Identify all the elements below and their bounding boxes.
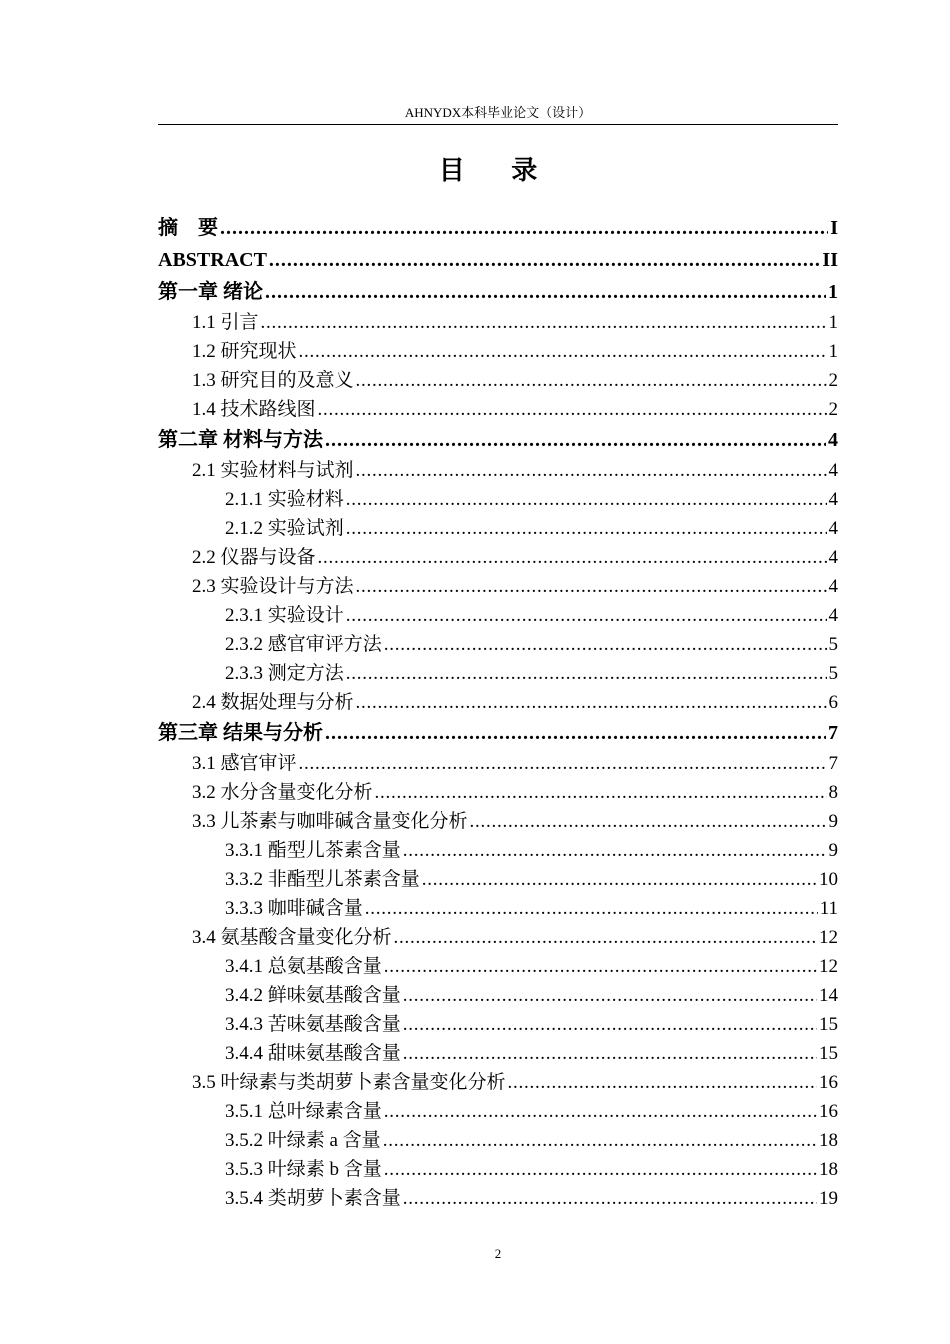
toc-entry[interactable] xyxy=(158,424,838,456)
toc-entry-label: 3.3.3 咖啡碱含量 xyxy=(225,898,363,919)
toc-entry-label: 1.2 研究现状 xyxy=(192,341,297,362)
toc-entry[interactable] xyxy=(158,981,838,1010)
toc-dot-leader xyxy=(422,865,817,894)
toc-entry[interactable] xyxy=(158,572,838,601)
toc-entry-label: 3.5 叶绿素与类胡萝卜素含量变化分析 xyxy=(192,1072,506,1093)
toc-entry[interactable] xyxy=(158,894,838,923)
toc-entry[interactable] xyxy=(158,543,838,572)
toc-entry-page-number: 4 xyxy=(828,518,838,539)
toc-entry-label: 3.3.2 非酯型儿茶素含量 xyxy=(225,869,420,890)
toc-dot-leader xyxy=(384,1155,817,1184)
toc-entry-label: 第三章 结果与分析 xyxy=(158,722,323,744)
toc-entry-label: 3.3 儿茶素与咖啡碱含量变化分析 xyxy=(192,811,468,832)
toc-entry-page-number: II xyxy=(822,249,838,271)
toc-entry[interactable] xyxy=(158,456,838,485)
toc-entry[interactable] xyxy=(158,688,838,717)
toc-entry-label: 3.4.3 苦味氨基酸含量 xyxy=(225,1014,401,1035)
toc-entry[interactable] xyxy=(158,485,838,514)
toc-dot-leader xyxy=(403,1184,817,1213)
toc-entry-page-number: 6 xyxy=(828,692,838,713)
toc-entry[interactable] xyxy=(158,514,838,543)
toc-dot-leader xyxy=(356,456,827,485)
toc-entry[interactable] xyxy=(158,337,838,366)
toc-entry-page-number: 18 xyxy=(819,1159,838,1180)
toc-dot-leader xyxy=(403,836,827,865)
toc-dot-leader xyxy=(470,807,827,836)
toc-entry-page-number: 19 xyxy=(819,1188,838,1209)
toc-entry-page-number: 7 xyxy=(828,722,838,744)
toc-entry-label: 2.3.3 测定方法 xyxy=(225,663,344,684)
header-rule xyxy=(158,124,838,125)
toc-dot-leader xyxy=(220,212,828,244)
toc-entry-label: 3.3.1 酯型儿茶素含量 xyxy=(225,840,401,861)
toc-entry-page-number: 5 xyxy=(828,663,838,684)
toc-entry-label: 1.4 技术路线图 xyxy=(192,399,316,420)
toc-entry-label: 3.4.2 鲜味氨基酸含量 xyxy=(225,985,401,1006)
toc-dot-leader xyxy=(318,395,827,424)
toc-entry-page-number: 7 xyxy=(828,753,838,774)
toc-dot-leader xyxy=(269,244,821,276)
toc-dot-leader xyxy=(299,337,827,366)
toc-dot-leader xyxy=(403,1010,817,1039)
toc-entry-page-number: 12 xyxy=(819,956,838,977)
toc-dot-leader xyxy=(508,1068,817,1097)
toc-entry-page-number: 16 xyxy=(819,1072,838,1093)
toc-entry[interactable] xyxy=(158,630,838,659)
toc-entry-page-number: 12 xyxy=(819,927,838,948)
toc-entry-label: 2.3 实验设计与方法 xyxy=(192,576,354,597)
toc-dot-leader xyxy=(403,981,817,1010)
toc-entry[interactable] xyxy=(158,1155,838,1184)
toc-entry-label: 第一章 绪论 xyxy=(158,281,263,303)
page-title: 目 录 xyxy=(438,156,558,185)
toc-entry[interactable] xyxy=(158,395,838,424)
toc-dot-leader xyxy=(346,514,827,543)
toc-dot-leader xyxy=(265,276,826,308)
toc-entry-page-number: 11 xyxy=(819,898,838,919)
toc-dot-leader xyxy=(346,601,827,630)
toc-entry-page-number: 4 xyxy=(828,460,838,481)
toc-entry-label: 3.4.1 总氨基酸含量 xyxy=(225,956,382,977)
table-of-contents xyxy=(158,212,838,1213)
toc-entry-label: 2.4 数据处理与分析 xyxy=(192,692,354,713)
toc-entry[interactable] xyxy=(158,1039,838,1068)
toc-entry-page-number: 4 xyxy=(828,489,838,510)
toc-entry[interactable] xyxy=(158,276,838,308)
page-number: 2 xyxy=(494,1246,502,1261)
toc-entry[interactable] xyxy=(158,1068,838,1097)
toc-entry-label: 1.1 引言 xyxy=(192,312,259,333)
toc-entry-page-number: 16 xyxy=(819,1101,838,1122)
toc-entry-label: 2.3.1 实验设计 xyxy=(225,605,344,626)
toc-dot-leader xyxy=(356,366,827,395)
toc-entry-label: 2.2 仪器与设备 xyxy=(192,547,316,568)
toc-entry[interactable] xyxy=(158,244,838,276)
toc-entry-page-number: 15 xyxy=(819,1014,838,1035)
toc-entry-page-number: 10 xyxy=(819,869,838,890)
toc-entry[interactable] xyxy=(158,601,838,630)
toc-entry-label: 2.3.2 感官审评方法 xyxy=(225,634,382,655)
toc-entry[interactable] xyxy=(158,807,838,836)
toc-entry-page-number: 1 xyxy=(828,312,838,333)
toc-dot-leader xyxy=(325,424,826,456)
toc-entry-page-number: 15 xyxy=(819,1043,838,1064)
toc-entry[interactable] xyxy=(158,952,838,981)
toc-entry-page-number: 4 xyxy=(828,547,838,568)
toc-entry-page-number: 14 xyxy=(819,985,838,1006)
toc-entry[interactable] xyxy=(158,308,838,337)
toc-entry-label: 3.2 水分含量变化分析 xyxy=(192,782,373,803)
toc-entry-label: 3.5.4 类胡萝卜素含量 xyxy=(225,1188,401,1209)
running-header: AHNYDX本科毕业论文（设计） xyxy=(404,105,592,120)
toc-entry-label: 2.1.2 实验试剂 xyxy=(225,518,344,539)
toc-dot-leader xyxy=(394,923,817,952)
toc-entry-label: 3.4 氨基酸含量变化分析 xyxy=(192,927,392,948)
toc-dot-leader xyxy=(356,572,827,601)
toc-entry-label: 第二章 材料与方法 xyxy=(158,429,323,451)
toc-entry-page-number: 4 xyxy=(828,605,838,626)
toc-entry-label: 2.1 实验材料与试剂 xyxy=(192,460,354,481)
toc-entry-label: 3.4.4 甜味氨基酸含量 xyxy=(225,1043,401,1064)
toc-entry[interactable] xyxy=(158,865,838,894)
toc-entry-label: 3.5.1 总叶绿素含量 xyxy=(225,1101,382,1122)
toc-entry-page-number: 1 xyxy=(828,281,838,303)
toc-entry[interactable] xyxy=(158,836,838,865)
toc-entry-page-number: 4 xyxy=(828,576,838,597)
toc-dot-leader xyxy=(375,778,827,807)
toc-entry-page-number: 18 xyxy=(819,1130,838,1151)
toc-dot-leader xyxy=(384,630,827,659)
toc-dot-leader xyxy=(261,308,827,337)
toc-entry-page-number: 1 xyxy=(828,341,838,362)
toc-dot-leader xyxy=(403,1039,817,1068)
toc-entry[interactable] xyxy=(158,749,838,778)
toc-entry[interactable] xyxy=(158,717,838,749)
toc-entry[interactable] xyxy=(158,1097,838,1126)
toc-entry-label: 3.5.3 叶绿素 b 含量 xyxy=(225,1159,382,1180)
toc-dot-leader xyxy=(299,749,827,778)
toc-entry[interactable] xyxy=(158,1184,838,1213)
toc-entry-page-number: 4 xyxy=(828,429,838,451)
toc-dot-leader xyxy=(384,1097,817,1126)
toc-entry[interactable] xyxy=(158,659,838,688)
toc-entry-label: 3.5.2 叶绿素 a 含量 xyxy=(225,1130,381,1151)
toc-entry[interactable] xyxy=(158,212,838,244)
toc-entry-label: 3.1 感官审评 xyxy=(192,753,297,774)
toc-entry[interactable] xyxy=(158,1010,838,1039)
toc-dot-leader xyxy=(383,1126,817,1155)
toc-entry-label: ABSTRACT xyxy=(158,249,267,271)
toc-entry[interactable] xyxy=(158,366,838,395)
toc-entry[interactable] xyxy=(158,778,838,807)
toc-dot-leader xyxy=(346,659,827,688)
toc-entry[interactable] xyxy=(158,923,838,952)
toc-entry-label: 2.1.1 实验材料 xyxy=(225,489,344,510)
toc-entry-label: 1.3 研究目的及意义 xyxy=(192,370,354,391)
toc-dot-leader xyxy=(346,485,827,514)
toc-entry-page-number: 9 xyxy=(828,840,838,861)
toc-entry-page-number: 9 xyxy=(828,811,838,832)
toc-entry-page-number: 2 xyxy=(828,370,838,391)
toc-dot-leader xyxy=(356,688,827,717)
toc-entry-page-number: 5 xyxy=(828,634,838,655)
toc-dot-leader xyxy=(325,717,826,749)
toc-entry-label: 摘 要 xyxy=(158,217,218,239)
toc-dot-leader xyxy=(365,894,818,923)
toc-entry-page-number: I xyxy=(830,217,838,239)
toc-dot-leader xyxy=(384,952,817,981)
toc-entry-page-number: 2 xyxy=(828,399,838,420)
toc-dot-leader xyxy=(318,543,827,572)
toc-entry-page-number: 8 xyxy=(828,782,838,803)
toc-entry[interactable] xyxy=(158,1126,838,1155)
